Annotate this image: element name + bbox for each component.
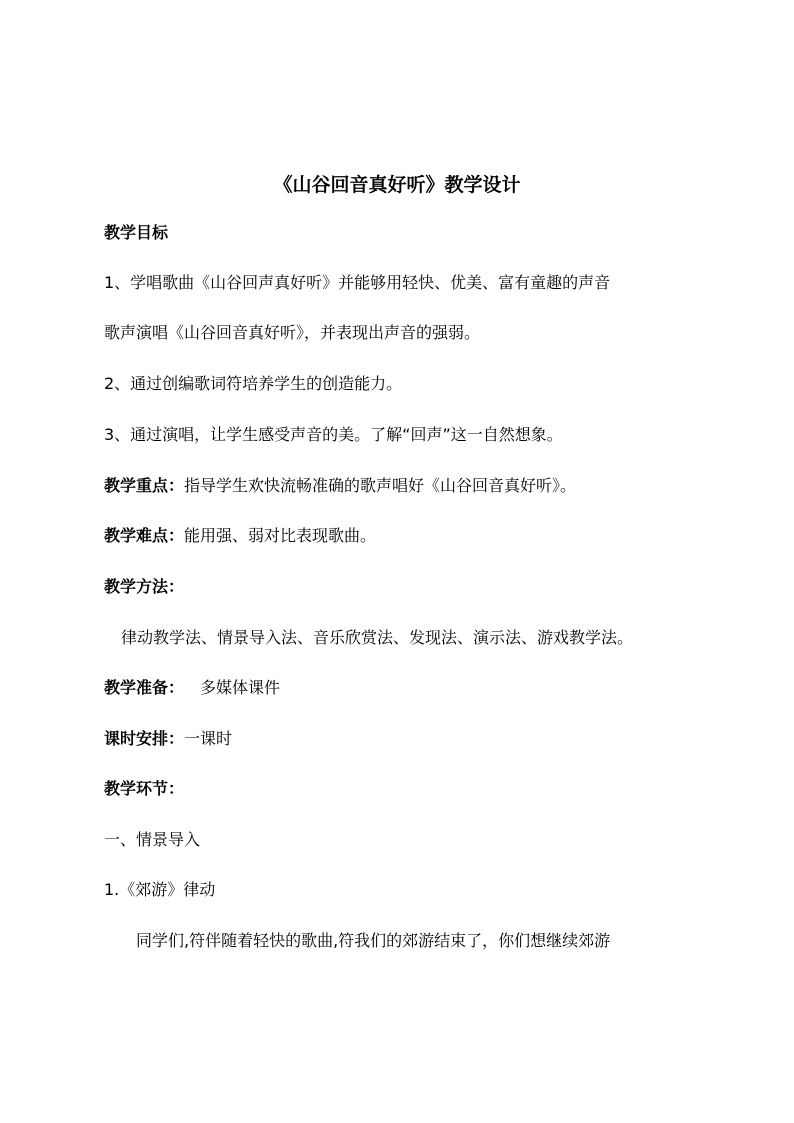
- difficulty-point: [104, 525, 376, 547]
- schedule-text: 一课时: [184, 729, 233, 748]
- schedule-label: 课时安排：: [104, 729, 185, 748]
- schedule: [104, 728, 232, 750]
- difficulty-label: 教学难点：: [104, 526, 185, 545]
- preparation-text: 多媒体课件: [200, 678, 281, 697]
- methods-text: 律动教学法、情景导入法、音乐欣赏法、发现法、演示法、游戏教学法。: [121, 628, 634, 647]
- document-title: 《山谷回音真好听》教学设计: [273, 174, 521, 196]
- subsection-1-heading: 1.《郊游》律动: [104, 880, 216, 899]
- goal-1-line-2: 歌声演唱《山谷回音真好听》，并表现出声音的强弱。: [104, 323, 481, 342]
- key-point-label: 教学重点：: [104, 476, 185, 495]
- methods-heading: 教学方法：: [104, 577, 185, 596]
- goal-1-line-1: 1、学唱歌曲《山谷回声真好听》并能够用轻快、优美、富有童趣的声音: [104, 273, 611, 292]
- steps-heading: 教学环节：: [104, 779, 185, 798]
- goals-heading: 教学目标: [104, 223, 169, 242]
- difficulty-text: 能用强、弱对比表现歌曲。: [184, 526, 377, 545]
- preparation: [104, 677, 280, 699]
- goal-3: 3、通过演唱，让学生感受声音的美。了解“回声”这一自然想象。: [104, 425, 563, 444]
- goal-2: 2、通过创编歌词符培养学生的创造能力。: [104, 374, 403, 393]
- key-point: [104, 475, 576, 497]
- key-point-text: 指导学生欢快流畅准确的歌声唱好《山谷回音真好听》。: [184, 476, 577, 495]
- section-1-heading: 一、情景导入: [104, 830, 201, 849]
- paragraph-1: 同学们,符伴随着轻快的歌曲,符我们的郊游结束了，你们想继续郊游: [136, 931, 611, 950]
- preparation-label: 教学准备：: [104, 678, 185, 697]
